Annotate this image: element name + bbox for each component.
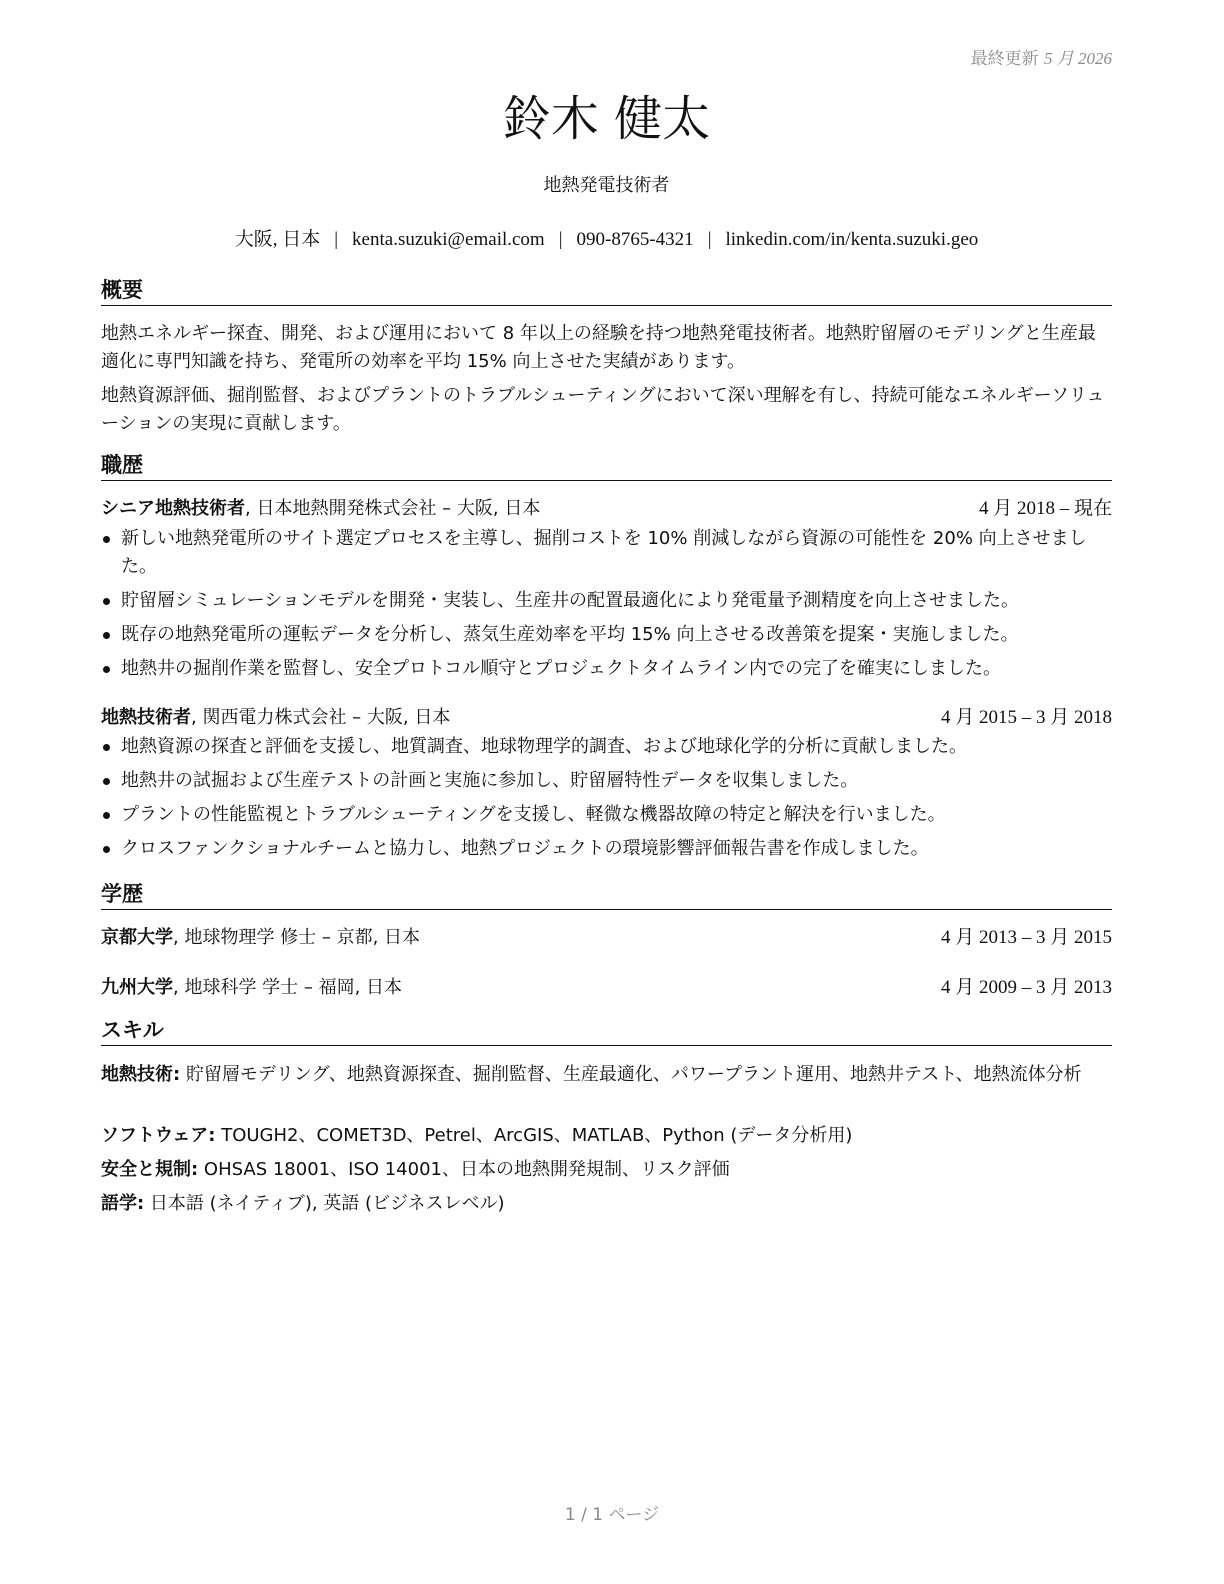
skill-label: 地熱技術: (101, 1064, 181, 1085)
summary-paragraph: 地熱エネルギー探査、開発、および運用において 8 年以上の経験を持つ地熱発電技術者。地熱貯留層のモデリングと生産最適化に専門知識を持ち、発電所の効率を平均 15% 向上させた実績があります。 (101, 323, 1096, 372)
skill-row (101, 1156, 1112, 1184)
education-school: 九州大学 (101, 977, 173, 998)
job-header (101, 495, 1112, 523)
skill-row (101, 1061, 1112, 1089)
list-item: 地熱井の試掘および生産テストの計画と実施に参加し、貯留層特性データを収集しました。 (101, 767, 1112, 795)
job-org: , 関西電力株式会社 – 大阪, 日本 (191, 707, 451, 728)
skill-value: OHSAS 18001、ISO 14001、日本の地熱開発規制、リスク評価 (198, 1159, 730, 1180)
job-date: 4 月 2018 – 現在 (978, 498, 1112, 519)
education-school-detail (101, 924, 420, 952)
job-role-org (101, 495, 540, 523)
job-header (101, 704, 1112, 732)
skill-value: 日本語 (ネイティブ), 英語 (ビジネスレベル) (144, 1193, 505, 1214)
job-date: 4 月 2015 – 3 月 2018 (940, 707, 1112, 728)
job-title: 地熱発電技術者 (543, 175, 670, 196)
job-org: , 日本地熱開発株式会社 – 大阪, 日本 (245, 498, 541, 519)
job-bullets (101, 733, 1112, 869)
job-role: 地熱技術者 (101, 707, 191, 728)
last-updated-label: 最終更新 (970, 49, 1039, 69)
section-heading-skills: スキル (101, 1016, 1112, 1046)
skill-row (101, 1190, 1112, 1218)
contact-email-link[interactable]: kenta.suzuki@email.com (352, 229, 545, 250)
contact-separator: | (707, 229, 712, 250)
job-role-org (101, 704, 450, 732)
list-item: 既存の地熱発電所の運転データを分析し、蒸気生産効率を平均 15% 向上させる改善策を提案・実施しました。 (101, 621, 1112, 649)
page-indicator: 1 / 1 ページ (564, 1505, 660, 1525)
education-detail: , 地球物理学 修士 – 京都, 日本 (173, 927, 421, 948)
list-item: プラントの性能監視とトラブルシューティングを支援し、軽微な機器故障の特定と解決を行いました。 (101, 801, 1112, 829)
education-school: 京都大学 (101, 927, 173, 948)
summary-paragraph: 地熱資源評価、掘削監督、およびプラントのトラブルシューティングにおいて深い理解を有し、持続可能なエネルギーソリューションの実現に貢献します。 (101, 385, 1105, 434)
section-heading-summary: 概要 (101, 276, 1112, 306)
skill-row (101, 1122, 1112, 1150)
contact-separator: | (558, 229, 563, 250)
contact-location: 大阪, 日本 (234, 229, 321, 250)
list-item: 新しい地熱発電所のサイト選定プロセスを主導し、掘削コストを 10% 削減しながら資源の可能性を 20% 向上させました。 (101, 525, 1112, 581)
education-date: 4 月 2009 – 3 月 2013 (940, 977, 1112, 998)
skill-label: ソフトウェア: (101, 1125, 216, 1146)
education-item (101, 974, 1112, 1002)
contact-linkedin-link[interactable]: linkedin.com/in/kenta.suzuki.geo (725, 229, 979, 250)
contact-phone: 090-8765-4321 (576, 229, 694, 250)
job-bullets (101, 525, 1112, 689)
education-item (101, 924, 1112, 952)
skill-value: 貯留層モデリング、地熱資源探査、掘削監督、生産最適化、パワープラント運用、地熱井テスト、地熱流体分析 (180, 1064, 1082, 1085)
candidate-name: 鈴木 健太 (502, 91, 711, 147)
job-role: シニア地熱技術者 (101, 498, 245, 519)
section-heading-experience: 職歴 (101, 451, 1112, 481)
skill-value: TOUGH2、COMET3D、Petrel、ArcGIS、MATLAB、Python (データ分析用) (215, 1125, 853, 1146)
skill-label: 語学: (101, 1193, 145, 1214)
list-item: クロスファンクショナルチームと協力し、地熱プロジェクトの環境影響評価報告書を作成しました。 (101, 835, 1112, 863)
contact-line (101, 224, 1112, 251)
education-date: 4 月 2013 – 3 月 2015 (940, 927, 1112, 948)
list-item: 貯留層シミュレーションモデルを開発・実装し、生産井の配置最適化により発電量予測精度を向上させました。 (101, 587, 1112, 615)
contact-separator: | (334, 229, 339, 250)
skill-label: 安全と規制: (101, 1159, 199, 1180)
last-updated (971, 44, 1112, 69)
list-item: 地熱資源の探査と評価を支援し、地質調査、地球物理学的調査、および地球化学的分析に貢献しました。 (101, 733, 1112, 761)
section-heading-education: 学歴 (101, 880, 1112, 910)
education-detail: , 地球科学 学士 – 福岡, 日本 (173, 977, 403, 998)
last-updated-date: 5 月 2026 (1044, 49, 1112, 68)
list-item: 地熱井の掘削作業を監督し、安全プロトコル順守とプロジェクトタイムライン内での完了を確実にしました。 (101, 655, 1112, 683)
education-school-detail (101, 974, 402, 1002)
